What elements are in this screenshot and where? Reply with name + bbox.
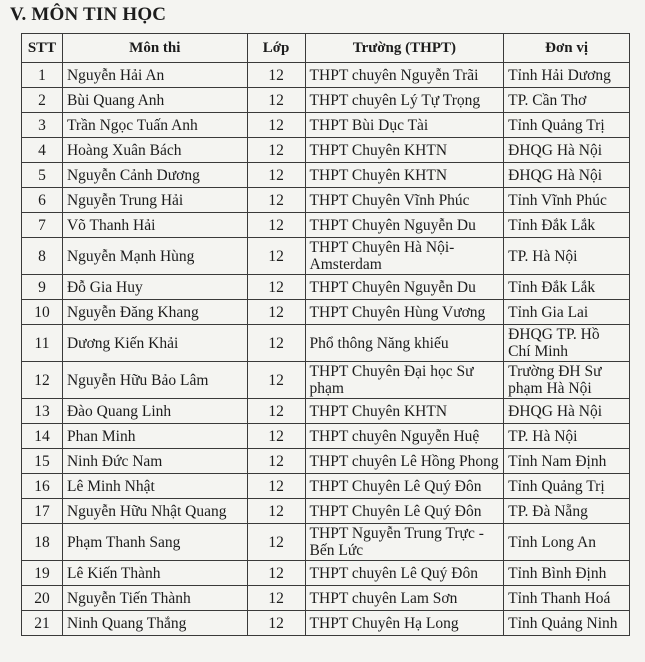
cell-truong: THPT Chuyên Nguyễn Du <box>305 275 504 300</box>
cell-name: Đỗ Gia Huy <box>62 275 247 300</box>
cell-stt: 2 <box>22 88 63 113</box>
cell-don-vi: Tỉnh Quảng Ninh <box>504 611 630 636</box>
cell-name: Nguyễn Hải An <box>62 63 247 88</box>
cell-name: Phan Minh <box>62 424 247 449</box>
cell-truong: THPT Chuyên Hùng Vương <box>305 300 504 325</box>
cell-stt: 21 <box>22 611 63 636</box>
cell-truong: THPT chuyên Nguyễn Trãi <box>305 63 504 88</box>
cell-lop: 12 <box>247 63 305 88</box>
cell-name: Nguyễn Mạnh Hùng <box>62 238 247 275</box>
cell-name: Lê Kiến Thành <box>62 561 247 586</box>
cell-truong: THPT chuyên Lam Sơn <box>305 586 504 611</box>
cell-truong: THPT Chuyên KHTN <box>305 163 504 188</box>
header-don-vi: Đơn vị <box>504 34 630 63</box>
cell-don-vi: Tỉnh Gia Lai <box>504 300 630 325</box>
cell-stt: 20 <box>22 586 63 611</box>
cell-don-vi: TP. Đà Nẵng <box>504 499 630 524</box>
header-truong: Trường (THPT) <box>305 34 504 63</box>
cell-stt: 18 <box>22 524 63 561</box>
cell-lop: 12 <box>247 474 305 499</box>
cell-lop: 12 <box>247 499 305 524</box>
cell-don-vi: Tỉnh Hải Dương <box>504 63 630 88</box>
header-stt: STT <box>22 34 63 63</box>
cell-lop: 12 <box>247 524 305 561</box>
table-row <box>22 524 630 561</box>
table-row <box>22 561 630 586</box>
table-row <box>22 238 630 275</box>
cell-don-vi: TP. Hà Nội <box>504 238 630 275</box>
cell-name: Phạm Thanh Sang <box>62 524 247 561</box>
cell-name: Hoàng Xuân Bách <box>62 138 247 163</box>
cell-don-vi: Tỉnh Quảng Trị <box>504 474 630 499</box>
cell-truong: THPT chuyên Nguyễn Huệ <box>305 424 504 449</box>
cell-name: Ninh Đức Nam <box>62 449 247 474</box>
cell-truong: THPT chuyên Lê Hồng Phong <box>305 449 504 474</box>
cell-lop: 12 <box>247 325 305 362</box>
header-lop: Lớp <box>247 34 305 63</box>
cell-truong: THPT Chuyên Hà Nội-Amsterdam <box>305 238 504 275</box>
cell-don-vi: Trường ĐH Sư phạm Hà Nội <box>504 362 630 399</box>
cell-name: Nguyễn Hữu Nhật Quang <box>62 499 247 524</box>
cell-truong: THPT Bùi Dục Tài <box>305 113 504 138</box>
table-row <box>22 63 630 88</box>
cell-don-vi: Tỉnh Vĩnh Phúc <box>504 188 630 213</box>
cell-stt: 3 <box>22 113 63 138</box>
cell-stt: 12 <box>22 362 63 399</box>
cell-name: Nguyễn Trung Hải <box>62 188 247 213</box>
cell-truong: Phổ thông Năng khiếu <box>305 325 504 362</box>
cell-lop: 12 <box>247 362 305 399</box>
cell-lop: 12 <box>247 213 305 238</box>
cell-lop: 12 <box>247 238 305 275</box>
cell-don-vi: Tỉnh Bình Định <box>504 561 630 586</box>
cell-name: Nguyễn Tiến Thành <box>62 586 247 611</box>
cell-don-vi: ĐHQG Hà Nội <box>504 399 630 424</box>
cell-stt: 9 <box>22 275 63 300</box>
cell-name: Trần Ngọc Tuấn Anh <box>62 113 247 138</box>
cell-truong: THPT chuyên Lê Quý Đôn <box>305 561 504 586</box>
cell-truong: THPT Chuyên Lê Quý Đôn <box>305 474 504 499</box>
table-row <box>22 213 630 238</box>
cell-stt: 8 <box>22 238 63 275</box>
table-row <box>22 275 630 300</box>
table-row <box>22 138 630 163</box>
cell-don-vi: TP. Cần Thơ <box>504 88 630 113</box>
cell-stt: 11 <box>22 325 63 362</box>
cell-truong: THPT Chuyên Đại học Sư phạm <box>305 362 504 399</box>
cell-stt: 1 <box>22 63 63 88</box>
cell-name: Đào Quang Linh <box>62 399 247 424</box>
cell-lop: 12 <box>247 586 305 611</box>
cell-lop: 12 <box>247 113 305 138</box>
section-heading: V. MÔN TIN HỌC <box>10 4 167 25</box>
cell-lop: 12 <box>247 449 305 474</box>
cell-don-vi: ĐHQG TP. Hồ Chí Minh <box>504 325 630 362</box>
cell-lop: 12 <box>247 424 305 449</box>
table-row <box>22 362 630 399</box>
cell-name: Bùi Quang Anh <box>62 88 247 113</box>
cell-lop: 12 <box>247 399 305 424</box>
table-row <box>22 113 630 138</box>
cell-lop: 12 <box>247 300 305 325</box>
cell-stt: 7 <box>22 213 63 238</box>
cell-stt: 14 <box>22 424 63 449</box>
cell-name: Nguyễn Đăng Khang <box>62 300 247 325</box>
cell-stt: 19 <box>22 561 63 586</box>
cell-stt: 17 <box>22 499 63 524</box>
table-row <box>22 300 630 325</box>
cell-truong: THPT Nguyễn Trung Trực - Bến Lức <box>305 524 504 561</box>
table-row <box>22 163 630 188</box>
cell-don-vi: Tỉnh Nam Định <box>504 449 630 474</box>
table-row <box>22 424 630 449</box>
cell-name: Nguyễn Hữu Bảo Lâm <box>62 362 247 399</box>
cell-stt: 10 <box>22 300 63 325</box>
cell-stt: 15 <box>22 449 63 474</box>
table-row <box>22 499 630 524</box>
table-body <box>22 63 630 636</box>
header-mon-thi: Môn thi <box>62 34 247 63</box>
table-row <box>22 399 630 424</box>
cell-don-vi: ĐHQG Hà Nội <box>504 163 630 188</box>
cell-lop: 12 <box>247 561 305 586</box>
cell-lop: 12 <box>247 163 305 188</box>
cell-name: Lê Minh Nhật <box>62 474 247 499</box>
cell-don-vi: Tỉnh Long An <box>504 524 630 561</box>
table-row <box>22 325 630 362</box>
cell-don-vi: Tỉnh Đắk Lắk <box>504 213 630 238</box>
cell-truong: THPT Chuyên Nguyễn Du <box>305 213 504 238</box>
cell-lop: 12 <box>247 275 305 300</box>
cell-lop: 12 <box>247 611 305 636</box>
table-row <box>22 474 630 499</box>
cell-stt: 16 <box>22 474 63 499</box>
cell-name: Dương Kiến Khải <box>62 325 247 362</box>
table-row <box>22 586 630 611</box>
cell-name: Võ Thanh Hải <box>62 213 247 238</box>
cell-name: Ninh Quang Thắng <box>62 611 247 636</box>
cell-stt: 6 <box>22 188 63 213</box>
cell-don-vi: Tỉnh Đắk Lắk <box>504 275 630 300</box>
cell-don-vi: Tỉnh Quảng Trị <box>504 113 630 138</box>
cell-truong: THPT Chuyên KHTN <box>305 399 504 424</box>
table-header-row <box>22 34 630 63</box>
cell-lop: 12 <box>247 138 305 163</box>
table-row <box>22 611 630 636</box>
results-table <box>21 33 630 636</box>
cell-lop: 12 <box>247 188 305 213</box>
cell-name: Nguyễn Cảnh Dương <box>62 163 247 188</box>
cell-truong: THPT Chuyên KHTN <box>305 138 504 163</box>
cell-truong: THPT chuyên Lý Tự Trọng <box>305 88 504 113</box>
table-row <box>22 88 630 113</box>
cell-don-vi: Tỉnh Thanh Hoá <box>504 586 630 611</box>
cell-truong: THPT Chuyên Hạ Long <box>305 611 504 636</box>
cell-don-vi: ĐHQG Hà Nội <box>504 138 630 163</box>
cell-truong: THPT Chuyên Vĩnh Phúc <box>305 188 504 213</box>
cell-stt: 4 <box>22 138 63 163</box>
cell-stt: 13 <box>22 399 63 424</box>
cell-truong: THPT Chuyên Lê Quý Đôn <box>305 499 504 524</box>
cell-stt: 5 <box>22 163 63 188</box>
table-row <box>22 188 630 213</box>
cell-don-vi: TP. Hà Nội <box>504 424 630 449</box>
table-row <box>22 449 630 474</box>
cell-lop: 12 <box>247 88 305 113</box>
